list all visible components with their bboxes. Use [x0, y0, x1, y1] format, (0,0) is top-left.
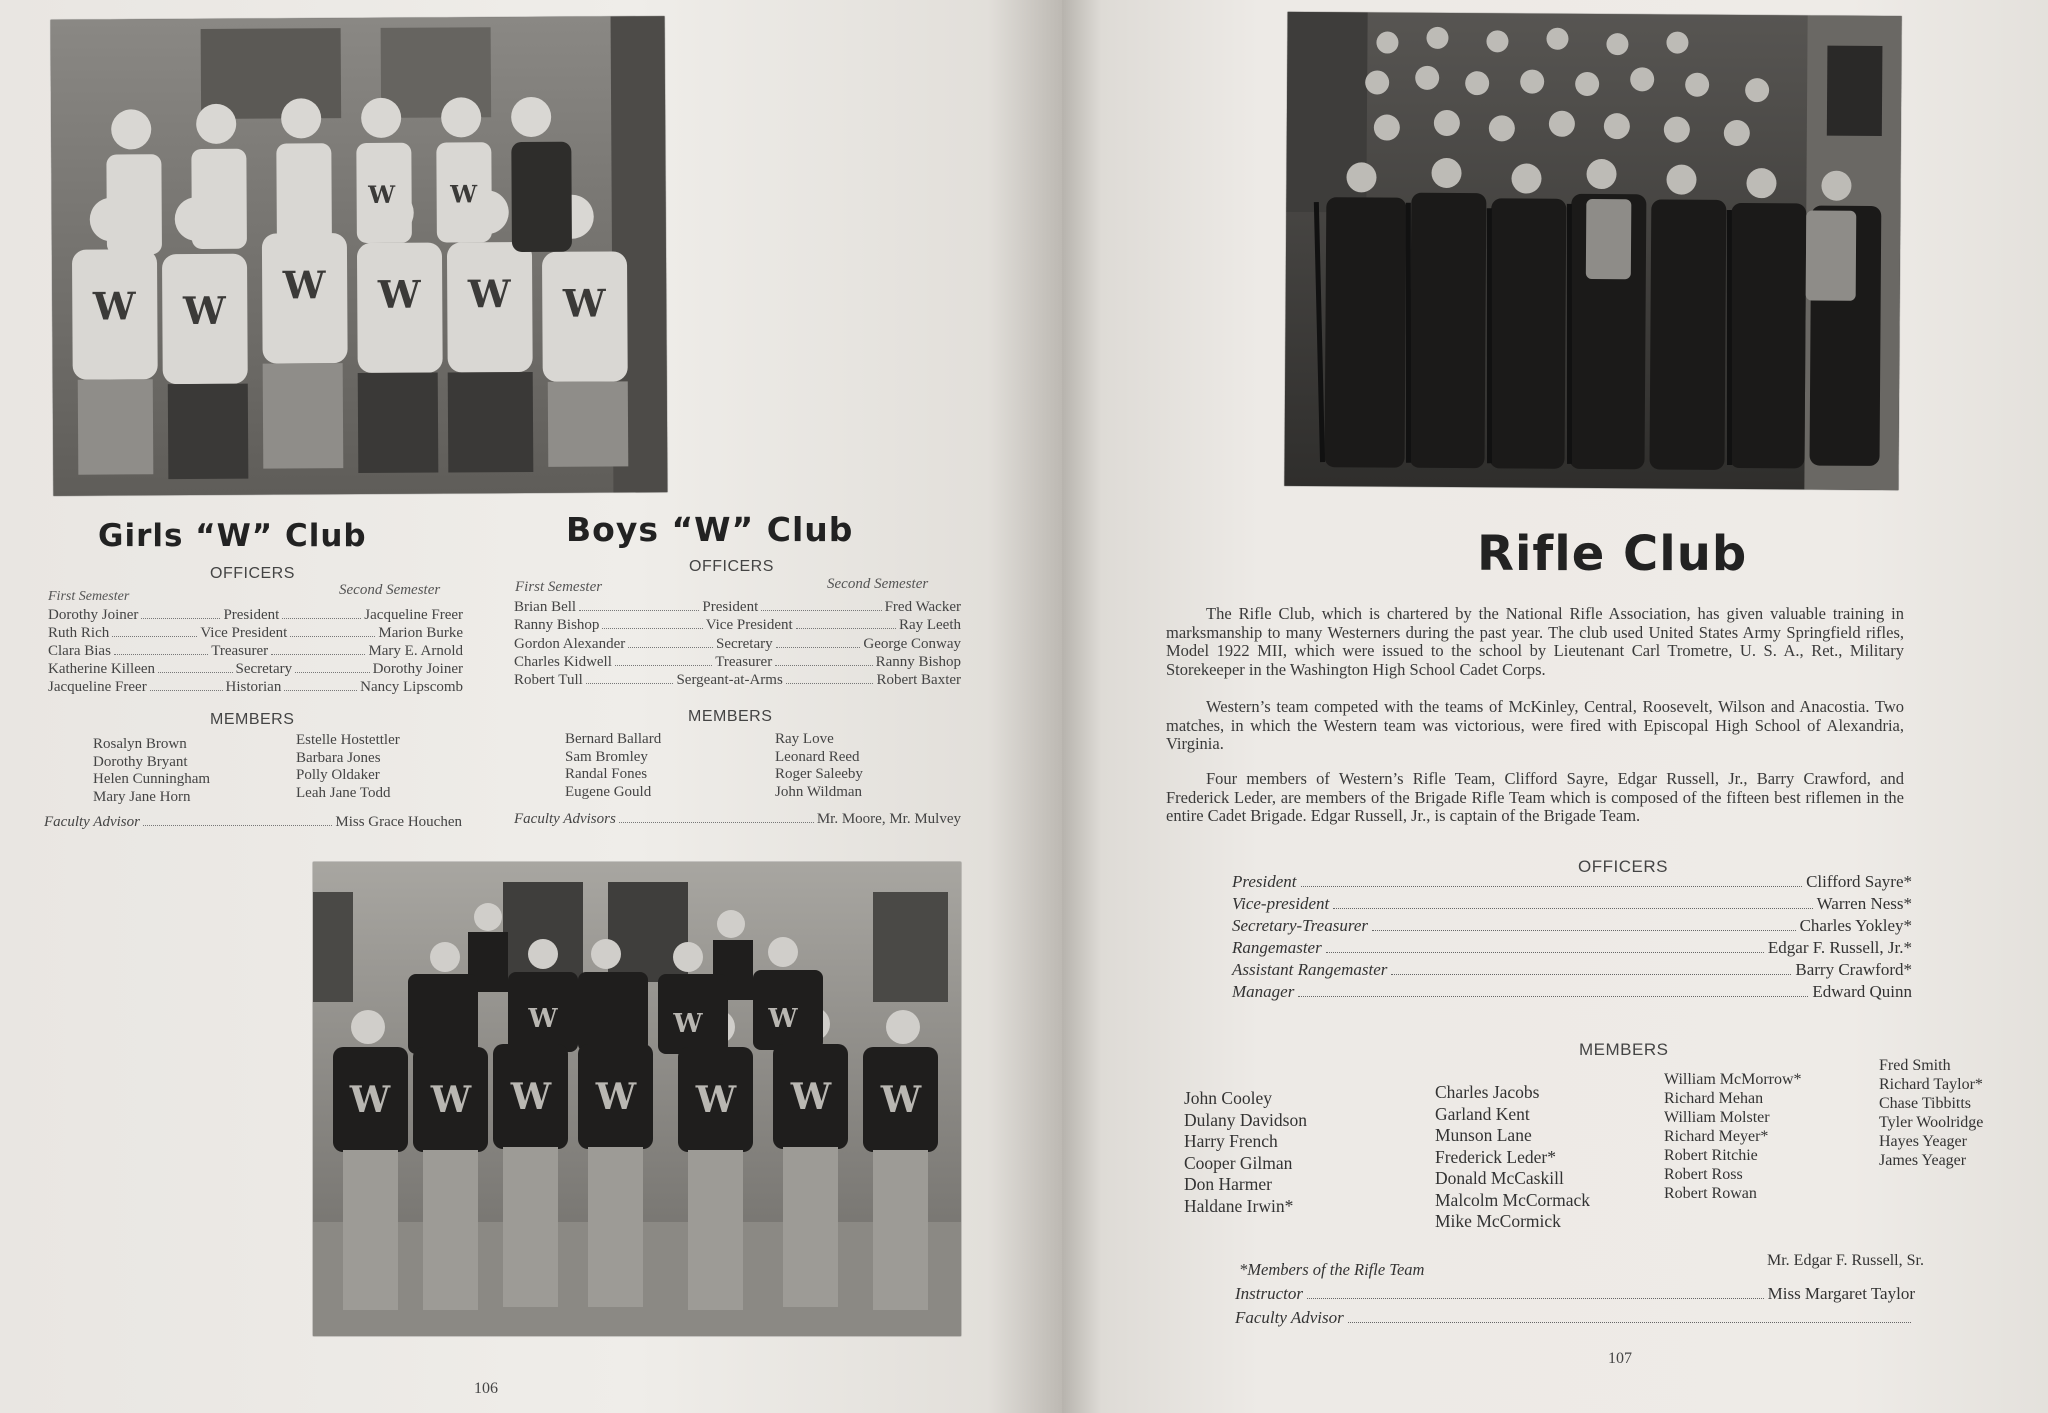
boys-second-semester-label: Second Semester — [827, 576, 929, 592]
rifle-officer-row: Manager Edward Quinn — [1232, 982, 1912, 1001]
list-item: Randal Fones — [565, 766, 648, 782]
rifle-officers-heading: OFFICERS — [1578, 857, 1668, 876]
list-item: Don Harmer — [1184, 1174, 1272, 1194]
svg-text:W: W — [450, 179, 478, 209]
rifle-officer-row: Secretary-Treasurer Charles Yokley* — [1232, 916, 1912, 935]
rifle-team-footnote: *Members of the Rifle Team — [1239, 1260, 1425, 1279]
svg-text:W: W — [377, 271, 421, 317]
list-item: Helen Cunningham — [93, 771, 211, 787]
list-item: Bernard Ballard — [565, 731, 662, 747]
list-item: Sam Bromley — [565, 748, 648, 765]
rifle-officer-row: Rangemaster Edgar F. Russell, Jr.* — [1232, 938, 1912, 957]
list-item: John Cooley — [1184, 1088, 1272, 1108]
list-item: Richard Meyer* — [1664, 1128, 1769, 1145]
svg-text:W: W — [430, 1079, 472, 1121]
svg-text:W: W — [595, 1076, 637, 1118]
list-item: William McMorrow* — [1664, 1071, 1802, 1088]
list-item: Robert Ross — [1664, 1166, 1743, 1183]
list-item: Fred Smith — [1879, 1057, 1951, 1074]
list-item: Richard Mehan — [1664, 1090, 1764, 1107]
svg-text:W: W — [349, 1079, 391, 1121]
boys-officer-row: Brian Bell President Fred Wacker — [514, 599, 961, 615]
rifle-officer-row: Vice-president Warren Ness* — [1232, 894, 1912, 913]
rifle-officer-row: President Clifford Sayre* — [1232, 872, 1912, 891]
svg-text:W: W — [510, 1076, 552, 1118]
svg-text:W: W — [182, 287, 226, 334]
svg-text:W: W — [562, 280, 606, 326]
list-item: Charles Jacobs — [1435, 1082, 1540, 1102]
list-item: Leonard Reed — [775, 748, 860, 765]
list-item: Roger Saleeby — [775, 766, 863, 782]
girls-members-heading: MEMBERS — [210, 711, 295, 728]
girls-officer-row: Katherine Killeen Secretary Dorothy Joiner — [48, 661, 463, 677]
list-item: Mike McCormick — [1435, 1211, 1561, 1231]
list-item: Haldane Irwin* — [1184, 1195, 1294, 1216]
rifle-members-heading: MEMBERS — [1579, 1040, 1669, 1059]
boys-members-heading: MEMBERS — [688, 708, 773, 725]
instructor-row: Instructor Miss Margaret Taylor — [1235, 1284, 1915, 1303]
girls-officer-row: Ruth Rich Vice President Marion Burke — [48, 625, 463, 641]
rifle-members-col4 — [1879, 1056, 1983, 1170]
boys-club-title: Boys “W” Club — [566, 510, 854, 549]
girls-first-semester-label: First Semester — [48, 589, 130, 604]
faculty-advisor-row: Faculty Advisor — [1235, 1308, 1915, 1328]
svg-text:W: W — [673, 1009, 703, 1039]
list-item: Donald McCaskill — [1435, 1168, 1564, 1188]
list-item: Harry French — [1184, 1131, 1278, 1151]
list-item: Dulany Davidson — [1184, 1109, 1307, 1130]
rifle-club-paragraph-2: Western’s team competed with the teams of McKinley, Central, Roosevelt, Wilson and Anacostia. Two matches, in which the Western team was victorious, were fired with Episcopal High School of Alexandria, Virginia. — [1166, 697, 1904, 753]
svg-text:W: W — [528, 1004, 558, 1034]
svg-text:W: W — [467, 271, 511, 317]
list-item: Tyler Woolridge — [1879, 1114, 1984, 1131]
rifle-club-title: Rifle Club — [1477, 526, 1748, 582]
list-item: Munson Lane — [1435, 1125, 1532, 1145]
page-number-right: 107 — [1608, 1350, 1632, 1367]
girls-advisor-row: Faculty Advisor Miss Grace Houchen — [44, 814, 462, 830]
boys-advisor-row: Faculty Advisors Mr. Moore, Mr. Mulvey — [514, 811, 961, 827]
list-item: Leah Jane Todd — [296, 784, 391, 801]
list-item: Frederick Leder* — [1435, 1146, 1556, 1167]
list-item: Robert Ritchie — [1664, 1147, 1758, 1164]
list-item: Robert Rowan — [1664, 1185, 1757, 1202]
list-item: John Wildman — [775, 783, 863, 800]
list-item: Eugene Gould — [565, 783, 652, 800]
list-item: Garland Kent — [1435, 1103, 1530, 1124]
girls-w-club-photo — [51, 16, 668, 496]
list-item: Polly Oldaker — [296, 767, 380, 783]
boys-members-col2 — [775, 731, 863, 801]
svg-text:W: W — [368, 179, 396, 209]
list-item: Chase Tibbitts — [1879, 1095, 1972, 1112]
right-page — [1062, 0, 2048, 1413]
rifle-members-col3 — [1664, 1070, 1802, 1203]
svg-text:W: W — [695, 1079, 737, 1121]
boys-officer-row: Ranny Bishop Vice President Ray Leeth — [514, 617, 961, 633]
boys-officer-row: Charles Kidwell Treasurer Ranny Bishop — [514, 654, 961, 670]
list-item: Barbara Jones — [296, 749, 381, 766]
svg-text:W: W — [790, 1076, 832, 1118]
rifle-members-col1 — [1184, 1088, 1307, 1217]
boys-officers-heading: OFFICERS — [689, 558, 774, 575]
boys-members-col1 — [565, 731, 661, 801]
boys-officer-row: Gordon Alexander Secretary George Conway — [514, 636, 962, 652]
girls-members-col1 — [93, 736, 210, 806]
girls-club-title: Girls “W” Club — [98, 518, 367, 554]
girls-officer-row: Clara Bias Treasurer Mary E. Arnold — [48, 643, 464, 659]
list-item: Cooper Gilman — [1184, 1152, 1293, 1173]
boys-w-club-photo — [313, 862, 961, 1336]
svg-text:W: W — [768, 1004, 798, 1034]
instructor-name: Mr. Edgar F. Russell, Sr. — [1767, 1252, 1924, 1269]
list-item: Hayes Yeager — [1879, 1133, 1967, 1150]
list-item: James Yeager — [1879, 1152, 1967, 1169]
girls-members-col2 — [296, 732, 400, 802]
rifle-club-paragraph-3: Four members of Western’s Rifle Team, Clifford Sayre, Edgar Russell, Jr., Barry Crawford, and Frederick Leder, are members of the Brigade Rifle Team which is composed of the fifteen best riflemen in the entire Cadet Brigade. Edgar Russell, Jr., is captain of the Brigade Team. — [1166, 769, 1904, 825]
girls-officers-heading: OFFICERS — [210, 565, 295, 582]
girls-officer-row: Dorothy Joiner President Jacqueline Freer — [48, 607, 463, 623]
boys-officer-row: Robert Tull Sergeant-at-Arms Robert Baxter — [514, 672, 962, 688]
rifle-members-col2 — [1435, 1082, 1590, 1233]
list-item: Ray Love — [775, 731, 834, 747]
rifle-club-paragraph-1: The Rifle Club, which is chartered by the National Rifle Association, has given valuable training in marksmanship to many Westerners during the past year. The club used United States Army Springfield rifles, Model 1922 MII, which were issued to the school by Lieutenant Carl Trometre, U. S. A., Ret., Military Storekeeper in the Washington High School Cadet Corps. — [1166, 604, 1904, 679]
list-item: Mary Jane Horn — [93, 788, 191, 805]
svg-text:W: W — [92, 283, 136, 329]
rifle-club-photo — [1284, 12, 1901, 490]
list-item: Rosalyn Brown — [93, 736, 187, 752]
list-item: Dorothy Bryant — [93, 753, 188, 770]
page-number-left: 106 — [474, 1380, 498, 1397]
rifle-officer-row: Assistant Rangemaster Barry Crawford* — [1232, 960, 1912, 979]
svg-text:W: W — [880, 1079, 922, 1121]
girls-officer-row: Jacqueline Freer Historian Nancy Lipscomb — [48, 679, 464, 695]
girls-second-semester-label: Second Semester — [339, 582, 441, 598]
list-item: Richard Taylor* — [1879, 1076, 1983, 1093]
list-item: Malcolm McCormack — [1435, 1189, 1591, 1210]
svg-text:W: W — [282, 262, 326, 308]
boys-first-semester-label: First Semester — [515, 579, 603, 595]
list-item: Estelle Hostettler — [296, 732, 400, 748]
list-item: William Molster — [1664, 1109, 1770, 1126]
